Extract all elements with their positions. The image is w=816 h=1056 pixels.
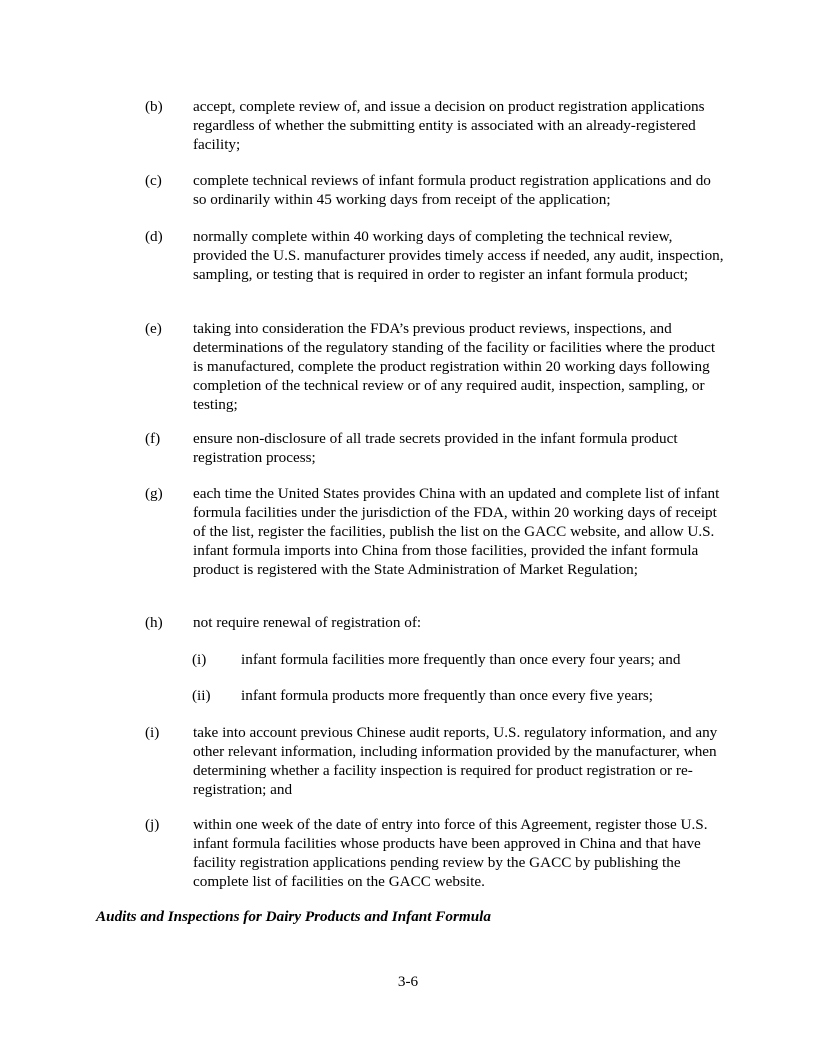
item-label: (e) <box>145 320 162 337</box>
sub-item-label: (i) <box>192 651 207 668</box>
item-text: take into account previous Chinese audit reports, U.S. regulatory information, and any other relevant information, including information provided by the manufacturer, when determining whether a facility inspection is required for product registration or re-registration; and <box>193 724 718 798</box>
page-number: 3-6 <box>397 973 419 990</box>
item-label: (g) <box>145 485 163 502</box>
sub-item-label: (ii) <box>192 687 211 704</box>
item-text: normally complete within 40 working days of completing the technical review, provided the U.S. manufacturer provides timely access if needed, any audit, inspection, sampling, or testing that is required in order to register an infant formula product; <box>193 228 724 283</box>
item-text: ensure non-disclosure of all trade secrets provided in the infant formula product registration process; <box>193 430 678 466</box>
item-text: each time the United States provides China with an updated and complete list of infant formula facilities under the jurisdiction of the FDA, within 20 working days of receipt of the list, register the facilities, publish the list on the GACC website, and allow U.S. infant formula imports into China from those facilities, provided the infant formula product is registered with the State Administration of Market Regulation; <box>193 485 720 578</box>
item-text: within one week of the date of entry into force of this Agreement, register those U.S. infant formula facilities whose products have been approved in China and that have facility registration applications pending review by the GACC by publishing the complete list of facilities on the GACC website. <box>193 816 708 890</box>
sub-item-text: infant formula facilities more frequently than once every four years; and <box>241 651 681 668</box>
item-label: (b) <box>145 98 163 115</box>
section-heading: Audits and Inspections for Dairy Products and Infant Formula <box>96 908 491 925</box>
item-text: not require renewal of registration of: <box>193 614 422 631</box>
item-label: (c) <box>145 172 162 189</box>
item-label: (i) <box>145 724 160 741</box>
item-text: accept, complete review of, and issue a decision on product registration applications regardless of whether the submitting entity is associated with an already-registered facility; <box>193 98 705 153</box>
item-text: complete technical reviews of infant formula product registration applications and do so ordinarily within 45 working days from receipt of the application; <box>193 172 711 208</box>
item-label: (d) <box>145 228 163 245</box>
sub-item-text: infant formula products more frequently than once every five years; <box>241 687 654 704</box>
item-text: taking into consideration the FDA’s previous product reviews, inspections, and determinations of the regulatory standing of the facility or facilities where the product is manufactured, complete the product registration within 20 working days following completion of the technical review or of any required audit, inspection, sampling, or testing; <box>193 320 716 413</box>
item-label: (h) <box>145 614 163 631</box>
item-label: (f) <box>145 430 161 447</box>
item-label: (j) <box>145 816 160 833</box>
